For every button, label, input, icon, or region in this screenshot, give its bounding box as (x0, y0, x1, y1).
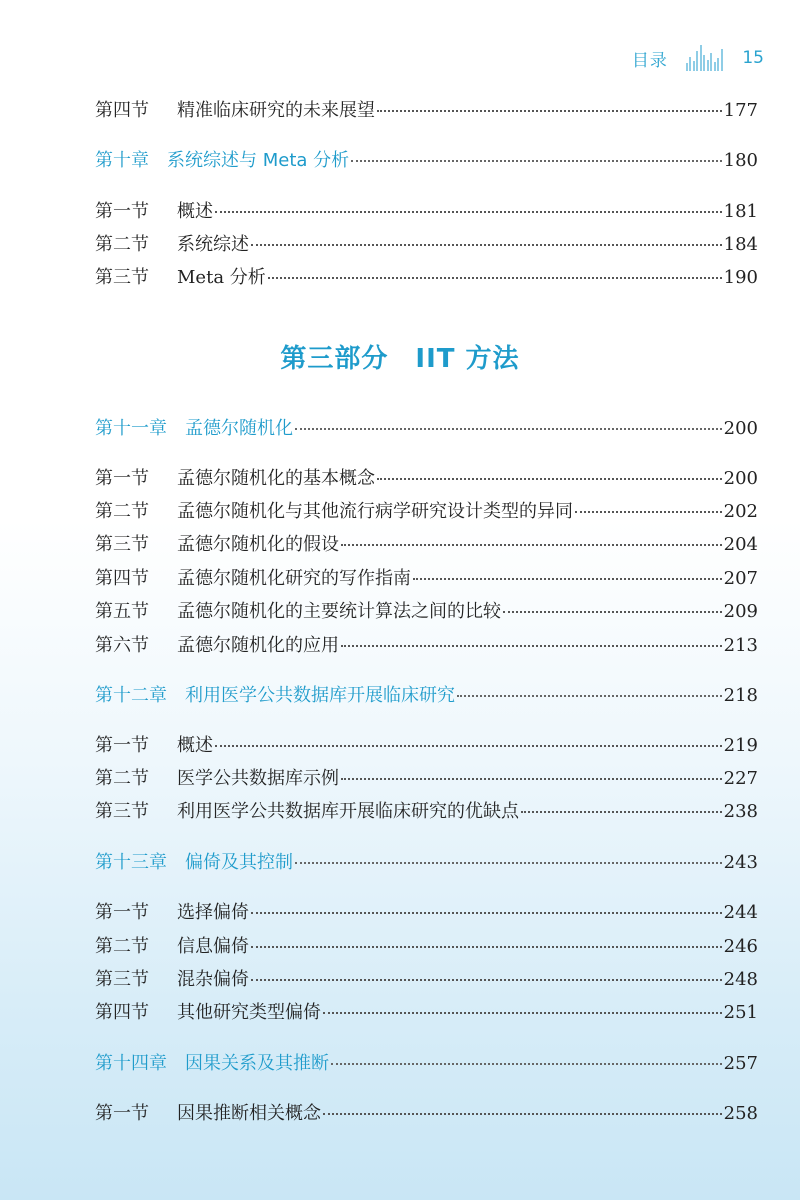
entry-number: 第二节 (95, 501, 149, 522)
entry-page: 200 (723, 468, 758, 489)
toc-section-entry[interactable] (95, 96, 758, 122)
entry-page: 190 (723, 267, 758, 288)
toc-section-entry[interactable] (95, 230, 758, 256)
dot-leader (251, 912, 722, 914)
dot-leader (377, 478, 722, 480)
toc-section-entry[interactable] (95, 1099, 758, 1125)
toc-section-entry[interactable] (95, 197, 758, 223)
entry-page: 202 (723, 501, 758, 522)
entry-number: 第二节 (95, 234, 149, 255)
entry-page: 207 (723, 568, 758, 589)
entry-page: 257 (723, 1053, 758, 1074)
entry-number: 第一节 (95, 201, 149, 222)
dot-leader (341, 645, 722, 647)
entry-title: 其他研究类型偏倚 (177, 1002, 321, 1023)
toc-section-entry[interactable] (95, 965, 758, 991)
entry-page: 244 (723, 902, 758, 923)
dot-leader (341, 544, 722, 546)
entry-number: 第四节 (95, 100, 149, 121)
toc-section-entry[interactable] (95, 263, 758, 289)
entry-title: 因果关系及其推断 (185, 1053, 329, 1074)
toc-section-entry[interactable] (95, 797, 758, 823)
toc-section-entry[interactable] (95, 497, 758, 523)
entry-page: 204 (723, 534, 758, 555)
entry-number: 第二节 (95, 768, 149, 789)
entry-title: 概述 (177, 201, 213, 222)
dot-leader (413, 578, 722, 580)
entry-number: 第三节 (95, 969, 149, 990)
entry-title: 混杂偏倚 (177, 969, 249, 990)
entry-title: 孟德尔随机化的基本概念 (177, 468, 375, 489)
entry-page: 200 (723, 418, 758, 439)
entry-number: 第十章 (95, 150, 149, 171)
toc-section-entry[interactable] (95, 998, 758, 1024)
entry-page: 246 (723, 936, 758, 957)
dot-leader (251, 979, 722, 981)
dot-leader (503, 611, 722, 613)
toc-section-entry[interactable] (95, 932, 758, 958)
bar-chart-decoration-icon (686, 45, 725, 71)
toc-section-entry[interactable] (95, 764, 758, 790)
entry-number: 第一节 (95, 902, 149, 923)
entry-number: 第一节 (95, 1103, 149, 1124)
entry-number: 第三节 (95, 801, 149, 822)
entry-page: 227 (723, 768, 758, 789)
toc-chapter-entry[interactable] (95, 1049, 758, 1075)
entry-page: 258 (723, 1103, 758, 1124)
entry-title: 孟德尔随机化研究的写作指南 (177, 568, 411, 589)
header-title: 目录 (631, 50, 668, 71)
entry-number: 第四节 (95, 568, 149, 589)
entry-number: 第五节 (95, 601, 149, 622)
entry-number: 第四节 (95, 1002, 149, 1023)
entry-number: 第一节 (95, 735, 149, 756)
entry-title: 概述 (177, 735, 213, 756)
entry-title: 偏倚及其控制 (185, 852, 293, 873)
entry-page: 251 (723, 1002, 758, 1023)
entry-title: 系统综述与 Meta 分析 (167, 150, 350, 171)
entry-number: 第十二章 (95, 685, 167, 706)
dot-leader (377, 110, 722, 112)
entry-page: 238 (723, 801, 758, 822)
dot-leader (251, 946, 722, 948)
entry-page: 180 (723, 150, 758, 171)
entry-page: 181 (723, 201, 758, 222)
entry-number: 第十三章 (95, 852, 167, 873)
page-number: 15 (742, 48, 764, 68)
toc-chapter-entry[interactable] (95, 146, 758, 172)
toc-chapter-entry[interactable] (95, 848, 758, 874)
entry-title: 孟德尔随机化的主要统计算法之间的比较 (177, 601, 501, 622)
entry-title: 孟德尔随机化的假设 (177, 534, 339, 555)
entry-page: 213 (723, 635, 758, 656)
entry-title: 孟德尔随机化的应用 (177, 635, 339, 656)
dot-leader (215, 745, 722, 747)
dot-leader (295, 862, 722, 864)
toc-chapter-entry[interactable] (95, 681, 758, 707)
dot-leader (351, 160, 722, 162)
entry-title: Meta 分析 (177, 267, 266, 288)
entry-title: 系统综述 (177, 234, 249, 255)
entry-number: 第六节 (95, 635, 149, 656)
toc-section-entry[interactable] (95, 464, 758, 490)
toc-chapter-entry[interactable] (95, 414, 758, 440)
entry-page: 219 (723, 735, 758, 756)
entry-page: 177 (723, 100, 758, 121)
entry-title: 因果推断相关概念 (177, 1103, 321, 1124)
entry-number: 第三节 (95, 534, 149, 555)
entry-page: 184 (723, 234, 758, 255)
toc-section-entry[interactable] (95, 530, 758, 556)
dot-leader (323, 1012, 722, 1014)
entry-title: 精准临床研究的未来展望 (177, 100, 375, 121)
entry-title: 利用医学公共数据库开展临床研究的优缺点 (177, 801, 519, 822)
toc-section-entry[interactable] (95, 597, 758, 623)
dot-leader (521, 811, 722, 813)
toc-section-entry[interactable] (95, 564, 758, 590)
entry-page: 248 (723, 969, 758, 990)
toc-section-entry[interactable] (95, 898, 758, 924)
entry-title: 信息偏倚 (177, 936, 249, 957)
entry-title: 医学公共数据库示例 (177, 768, 339, 789)
dot-leader (323, 1113, 722, 1115)
part-title: 第三部分 IIT 方法 (280, 344, 520, 374)
entry-title: 孟德尔随机化与其他流行病学研究设计类型的异同 (177, 501, 573, 522)
entry-page: 218 (723, 685, 758, 706)
entry-number: 第十一章 (95, 418, 167, 439)
entry-number: 第一节 (95, 468, 149, 489)
dot-leader (268, 277, 722, 279)
entry-title: 孟德尔随机化 (185, 418, 293, 439)
dot-leader (457, 695, 722, 697)
entry-page: 209 (723, 601, 758, 622)
dot-leader (215, 211, 722, 213)
dot-leader (331, 1063, 722, 1065)
entry-number: 第十四章 (95, 1053, 167, 1074)
entry-title: 选择偏倚 (177, 902, 249, 923)
dot-leader (295, 428, 722, 430)
toc-section-entry[interactable] (95, 631, 758, 657)
dot-leader (341, 778, 722, 780)
dot-leader (575, 511, 722, 513)
dot-leader (251, 244, 722, 246)
entry-page: 243 (723, 852, 758, 873)
running-header (632, 44, 764, 72)
entry-number: 第三节 (95, 267, 149, 288)
toc-section-entry[interactable] (95, 731, 758, 757)
entry-title: 利用医学公共数据库开展临床研究 (185, 685, 455, 706)
entry-number: 第二节 (95, 936, 149, 957)
